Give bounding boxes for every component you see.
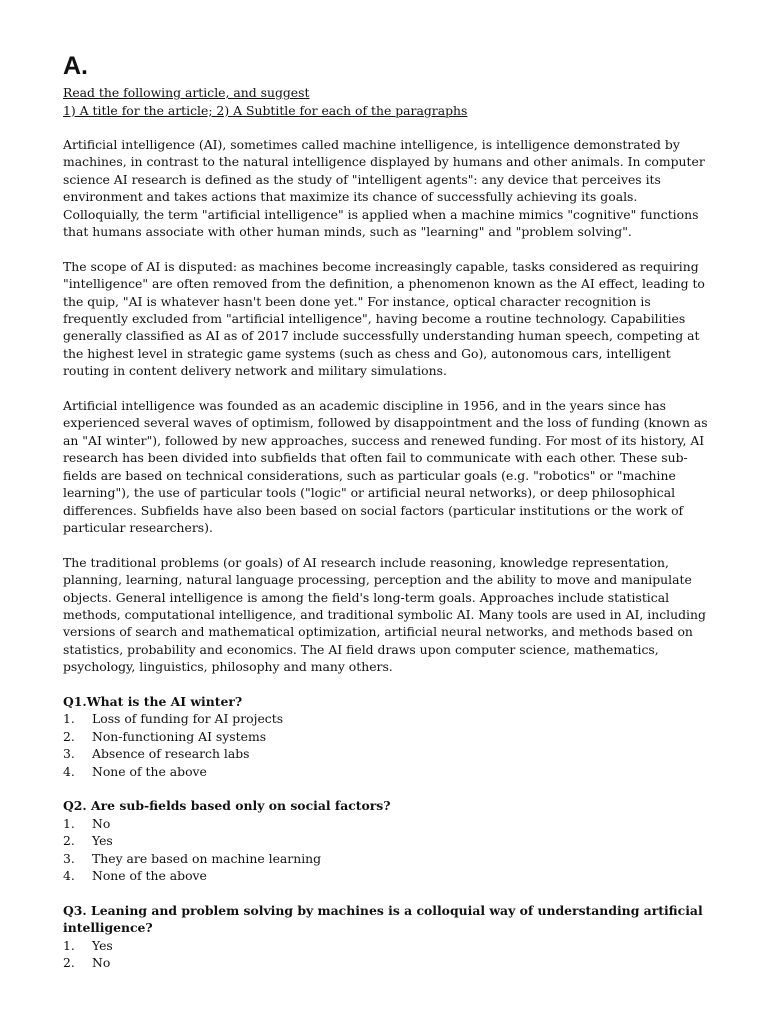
article-paragraph-2: The scope of AI is disputed: as machines become increasingly capable, tasks considered as requiring "intelligence" are often removed from the definition, a phenomenon known as the AI effect, leading to the quip, "AI is whatever hasn't been done yet." For instance, optical character recognition is frequently excluded from "artificial intelligence", having become a routine technology. Capabilities generally classified as AI as of 2017 include successfully understanding human speech, competing at the highest level in strategic game systems (such as chess and Go), autonomous cars, intelligent routing in content delivery network and military simulations. xyxy=(63,258,705,379)
question-2 xyxy=(63,797,712,884)
option-text: No xyxy=(92,955,111,970)
option-text: Yes xyxy=(92,937,113,953)
option-text: No xyxy=(92,815,111,831)
option-number: 1. xyxy=(63,815,75,831)
option-number: 2. xyxy=(63,728,75,744)
option-item xyxy=(63,763,712,780)
option-number: 4. xyxy=(63,763,75,779)
article-paragraph-1: Artificial intelligence (AI), sometimes called machine intelligence, is intelligence demonstrated by machines, in contrast to the natural intelligence displayed by humans and other animals. In computer science AI research is defined as the study of "intelligent agents": any device that perceives its environment and takes actions that maximize its chance of successfully achieving its goals. Colloquially, the term "artificial intelligence" is applied when a machine mimics "cognitive" functions that humans associate with other human minds, such as "learning" and "problem solving". xyxy=(63,137,705,240)
option-list xyxy=(63,710,712,780)
option-item xyxy=(63,867,712,884)
option-item xyxy=(63,850,712,867)
option-text: Loss of funding for AI projects xyxy=(92,711,284,727)
question-3 xyxy=(63,902,712,972)
article xyxy=(63,136,712,676)
option-number: 3. xyxy=(63,850,75,866)
option-number: 1. xyxy=(63,711,75,727)
option-number: 2. xyxy=(63,833,75,849)
instruction-line-2: 1) A title for the article; 2) A Subtitle for each of the paragraphs xyxy=(63,102,468,118)
option-text: They are based on machine learning xyxy=(92,850,322,866)
option-number: 4. xyxy=(63,867,75,883)
option-number: 1. xyxy=(63,937,75,953)
question-title: Q3. Leaning and problem solving by machines is a colloquial way of understanding artificial intelligence? xyxy=(63,902,703,936)
section-heading: A. xyxy=(63,52,88,80)
question-1 xyxy=(63,693,712,780)
article-paragraph-3: Artificial intelligence was founded as an academic discipline in 1956, and in the years since has experienced several waves of optimism, followed by disappointment and the loss of funding (known as an "AI winter"), followed by new approaches, success and renewed funding. For most of its history, AI research has been divided into subfields that often fail to communicate with each other. These sub-fields are based on technical considerations, such as particular goals (e.g. "robotics" or "machine learning"), the use of particular tools ("logic" or artificial neural networks), or deep philosophical differences. Subfields have also been based on social factors (particular institutions or the work of particular researchers). xyxy=(63,398,708,535)
option-list xyxy=(63,937,712,972)
article-paragraph-4: The traditional problems (or goals) of AI research include reasoning, knowledge representation, planning, learning, natural language processing, perception and the ability to move and manipulate objects. General intelligence is among the field's long-term goals. Approaches include statistical methods, computational intelligence, and traditional symbolic AI. Many tools are used in AI, including versions of search and mathematical optimization, artificial neural networks, and methods based on statistics, probability and economics. The AI field draws upon computer science, mathematics, psychology, linguistics, philosophy and many others. xyxy=(63,554,706,675)
option-text: None of the above xyxy=(92,867,207,883)
option-item xyxy=(63,832,712,849)
question-title: Q1.What is the AI winter? xyxy=(63,693,243,709)
option-item xyxy=(63,815,712,832)
option-number: 2. xyxy=(63,955,75,970)
option-item xyxy=(63,710,712,727)
option-list xyxy=(63,815,712,885)
option-number: 3. xyxy=(63,746,75,762)
option-text: Absence of research labs xyxy=(92,746,250,762)
instruction-line-1: Read the following article, and suggest xyxy=(63,85,310,100)
option-item xyxy=(63,954,712,971)
option-text: None of the above xyxy=(92,763,207,779)
option-text: Non-functioning AI systems xyxy=(92,728,267,744)
option-text: Yes xyxy=(92,833,113,849)
option-item xyxy=(63,937,712,954)
option-item xyxy=(63,728,712,745)
question-title: Q2. Are sub-fields based only on social factors? xyxy=(63,798,391,814)
option-item xyxy=(63,745,712,762)
